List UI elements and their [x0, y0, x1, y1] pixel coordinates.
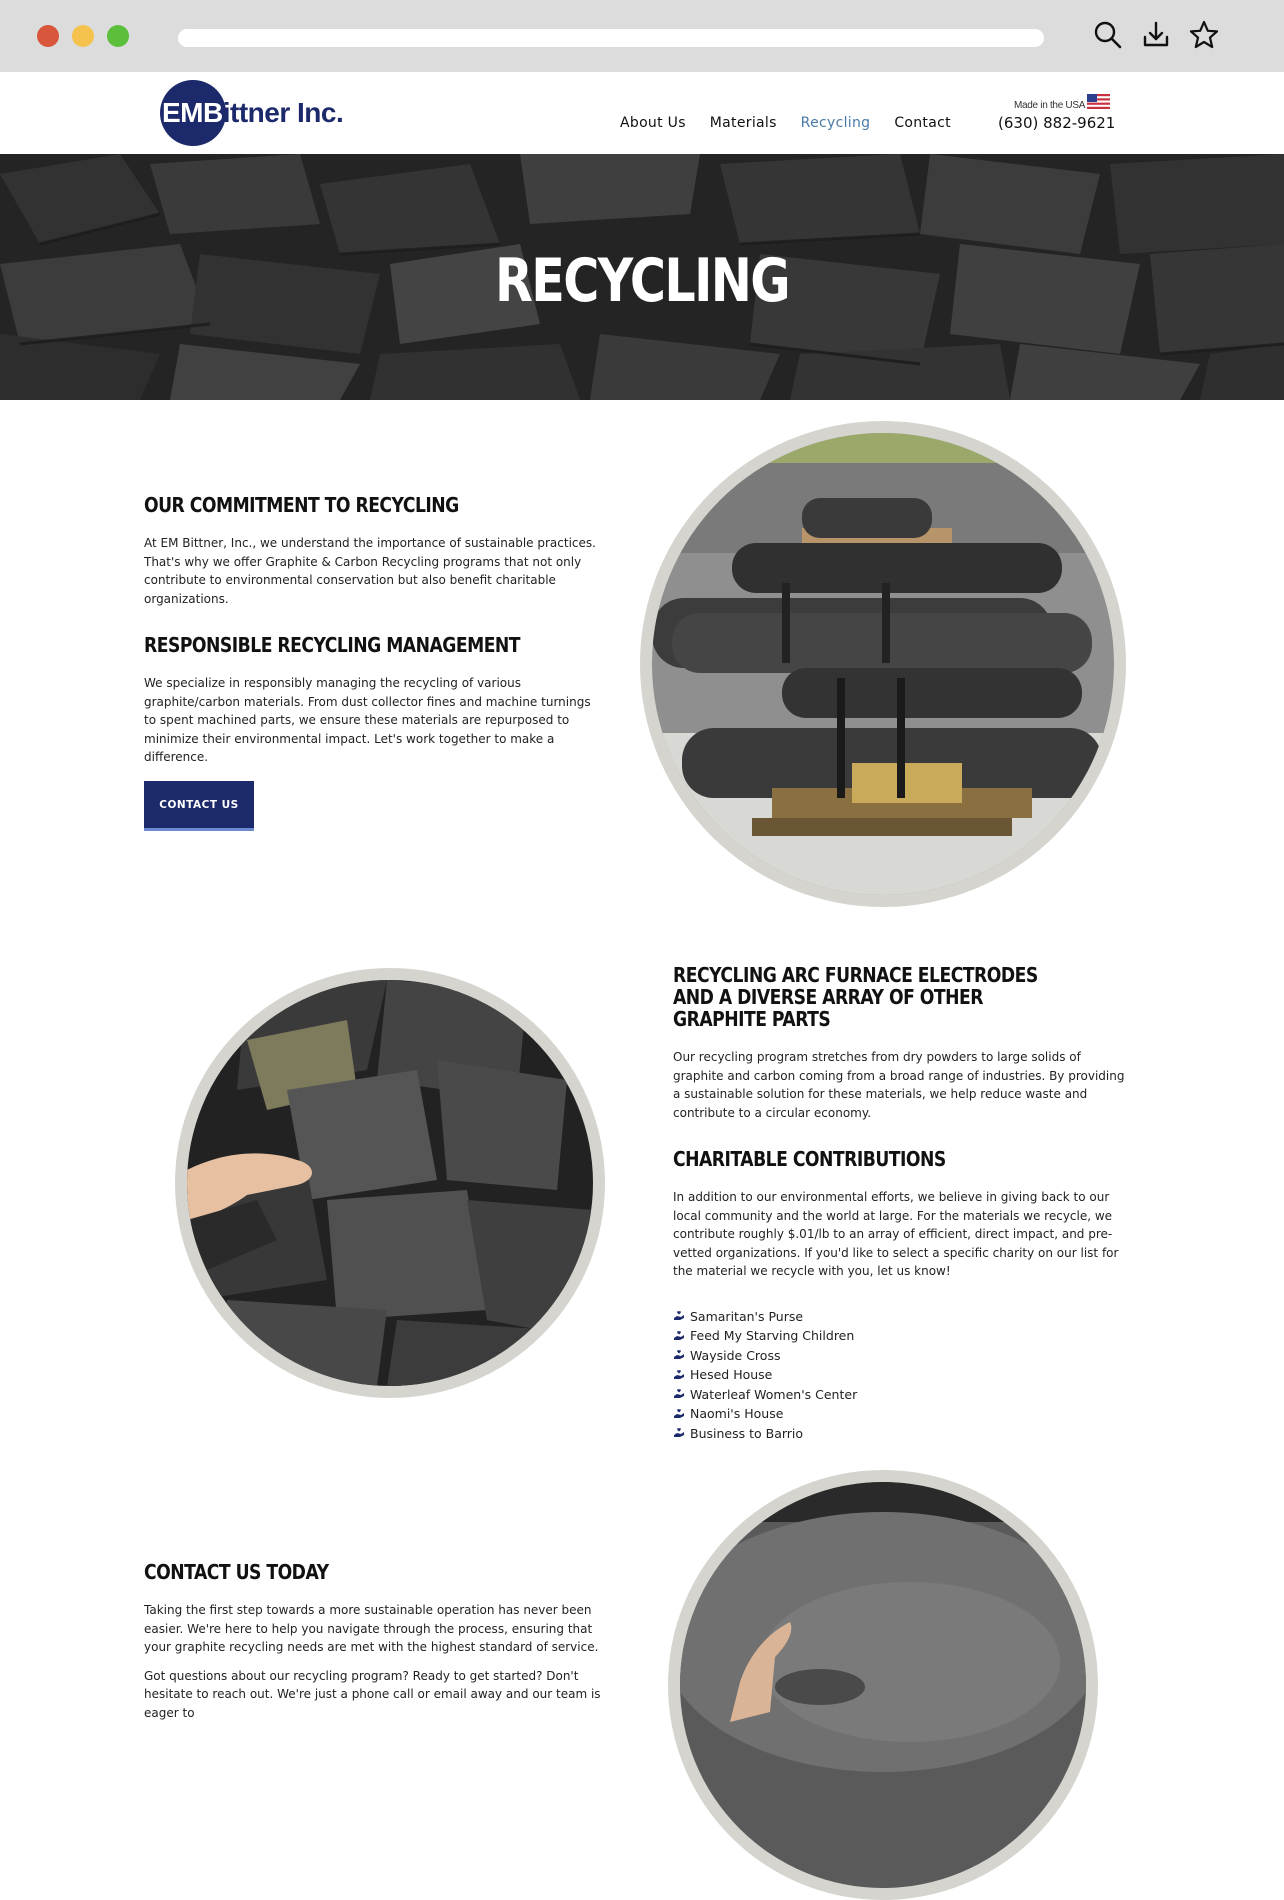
commitment-text: At EM Bittner, Inc., we understand the importance of sustainable practices. That's why we offer Graphite & Carbon Recycling programs that not only contribute to environmental conservation but also benefit charitable organizations. [144, 536, 596, 606]
charity-name: Business to Barrio [690, 1425, 804, 1441]
list-item [673, 1365, 1133, 1385]
contact-us-button[interactable]: CONTACT US [144, 781, 254, 831]
hero-banner [0, 154, 1284, 400]
charitable-heading: CHARITABLE CONTRIBUTIONS [673, 1147, 946, 1171]
electrodes-heading: RECYCLING ARC FURNACE ELECTRODES AND A DIVERSE ARRAY OF OTHER GRAPHITE PARTS [673, 963, 1038, 1031]
logo-em-text: EMB [162, 97, 223, 128]
management-text: We specialize in responsibly managing the recycling of various graphite/carbon materials. From dust collector fines and machine turnings to spent machined parts, we ensure these materials are repurposed to minimize their environmental impact. Let's work together to make a difference. [144, 676, 591, 764]
list-item [673, 1404, 1133, 1424]
list-item [673, 1346, 1133, 1366]
main-nav [620, 115, 975, 131]
usa-flag-icon [1087, 94, 1110, 109]
graphite-powder-photo-image [680, 1482, 1086, 1888]
hand-heart-icon [673, 1330, 685, 1342]
hand-heart-icon [673, 1349, 685, 1361]
list-item [673, 1326, 1133, 1346]
nav-materials[interactable]: Materials [709, 115, 777, 131]
commitment-section [144, 494, 604, 767]
management-heading: RESPONSIBLE RECYCLING MANAGEMENT [144, 633, 521, 657]
list-item [673, 1307, 1133, 1327]
list-item [673, 1385, 1133, 1405]
window-maximize-button[interactable] [107, 25, 129, 47]
browser-chrome [0, 0, 1284, 72]
contact-text-1: Taking the first step towards a more sustainable operation has never been easier. We're here to help you navigate through the process, ensuring that your graphite recycling needs are met with the highest standard of service. [144, 1603, 599, 1654]
phone-number[interactable]: (630) 882-9621 [998, 114, 1116, 132]
electrodes-section [673, 964, 1133, 1443]
nav-recycling[interactable]: Recycling [800, 115, 871, 131]
charity-name: Waterleaf Women's Center [690, 1386, 858, 1402]
electrodes-photo [640, 421, 1126, 907]
window-close-button[interactable] [37, 25, 59, 47]
contact-text-2: Got questions about our recycling program? Ready to get started? Don't hesitate to reach out. We're just a phone call or email away and our team is eager to [144, 1668, 601, 1720]
graphite-parts-photo [175, 968, 605, 1398]
window-minimize-button[interactable] [72, 25, 94, 47]
company-logo[interactable] [160, 79, 390, 147]
logo-rest-text: ittner Inc. [222, 97, 344, 128]
hand-heart-icon [673, 1408, 685, 1420]
hand-heart-icon [673, 1427, 685, 1439]
charity-name: Feed My Starving Children [690, 1328, 855, 1343]
graphite-powder-photo [668, 1470, 1098, 1900]
charity-name: Hesed House [690, 1367, 773, 1382]
graphite-parts-photo-image [187, 980, 593, 1386]
contact-heading: CONTACT US TODAY [144, 1560, 329, 1584]
charity-name: Naomi's House [690, 1406, 784, 1421]
hand-heart-icon [673, 1388, 685, 1400]
charity-name: Samaritan's Purse [690, 1308, 804, 1324]
electrodes-text: Our recycling program stretches from dry powders to large solids of graphite and carbon coming from a broad range of industries. By providing a sustainable solution for these materials, we help reduce waste and contribute to a circular economy. [673, 1050, 1125, 1120]
nav-about-us[interactable]: About Us [620, 115, 686, 131]
download-icon[interactable] [1140, 19, 1172, 51]
made-in-usa-label: Made in the USA [1014, 100, 1086, 111]
hand-heart-icon [673, 1310, 685, 1322]
charity-list [673, 1307, 1133, 1444]
list-item [673, 1424, 1133, 1444]
charity-name: Wayside Cross [690, 1347, 781, 1363]
contact-section [144, 1561, 604, 1722]
commitment-heading: OUR COMMITMENT TO RECYCLING [144, 493, 459, 517]
star-icon[interactable] [1188, 19, 1220, 51]
electrodes-photo-image [652, 433, 1114, 895]
site-header [0, 72, 1284, 154]
hand-heart-icon [673, 1369, 685, 1381]
page-title: RECYCLING [494, 246, 790, 316]
charitable-text: In addition to our environmental efforts, we believe in giving back to our local community and the world at large. For the materials we recycle, we contribute roughly $.01/lb to an array of efficient, direct impact, and pre-vetted organizations. If you'd like to select a specific charity on our list for the material we recycle with you, let us know! [673, 1190, 1119, 1278]
address-bar[interactable] [178, 29, 1044, 47]
nav-contact[interactable]: Contact [894, 115, 951, 131]
search-icon[interactable] [1092, 19, 1124, 51]
